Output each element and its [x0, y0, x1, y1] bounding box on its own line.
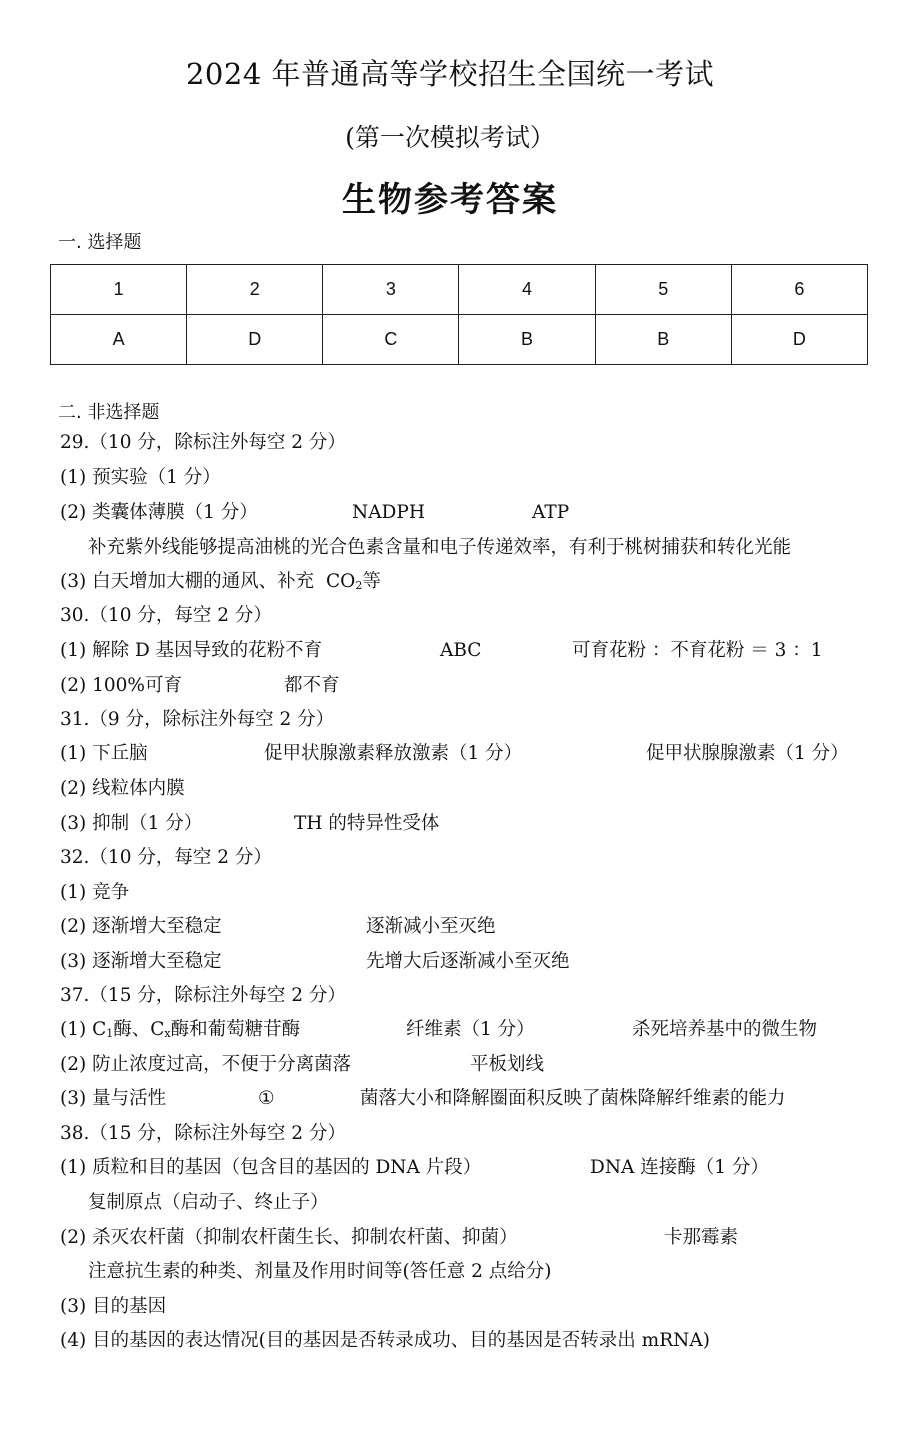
answer-text: 杀死培养基中的微生物 [632, 1019, 818, 1040]
section-label-choice: 一. 选择题 [58, 232, 142, 253]
answer-cell: B [459, 315, 595, 365]
answer-text: (3) 量与活性 [60, 1088, 167, 1109]
subscript: 2 [355, 579, 363, 592]
answer-text: 促甲状腺激素释放激素（1 分） [264, 743, 523, 764]
question-31-heading: 31.（9 分，除标注外每空 2 分） [60, 709, 335, 730]
answer-text: 先增大后逐渐减小至灭绝 [366, 951, 570, 972]
answer-cell: D [731, 315, 867, 365]
answer-text: 等 [362, 571, 381, 592]
answer-line [60, 1155, 880, 1181]
subscript: x [164, 1027, 171, 1040]
answer-text: (2) 防止浓度过高，不便于分离菌落 [60, 1054, 352, 1075]
answer-line [60, 638, 880, 664]
answer-text: (2) 逐渐增大至稳定 [60, 916, 222, 937]
question-32-heading: 32.（10 分，每空 2 分） [60, 847, 272, 868]
page-subtitle: (第一次模拟考试） [345, 123, 555, 152]
answer-cell: A [51, 315, 187, 365]
answer-text: (2) 类囊体薄膜（1 分） [60, 502, 258, 523]
answer-line [60, 1017, 880, 1043]
answer-line [60, 811, 880, 837]
answer-text: (3) 抑制（1 分） [60, 813, 203, 834]
answer-line: 补充紫外线能够提高油桃的光合色素含量和电子传递效率，有利于桃树捕获和转化光能 [88, 537, 792, 558]
answer-line: (2) 线粒体内膜 [60, 778, 185, 799]
question-number: 1 [51, 265, 187, 315]
answer-cell: D [187, 315, 323, 365]
question-29-heading: 29.（10 分，除标注外每空 2 分） [60, 432, 346, 453]
answer-line [60, 1086, 880, 1112]
answer-line [60, 949, 880, 975]
question-30-heading: 30.（10 分，每空 2 分） [60, 605, 272, 626]
answer-text: (1) 质粒和目的基因（包含目的基因的 DNA 片段） [60, 1157, 482, 1178]
answer-text: 促甲状腺腺激素（1 分） [646, 743, 849, 764]
question-number: 4 [459, 265, 595, 315]
answer-text: 卡那霉素 [664, 1227, 739, 1248]
answer-text: NADPH [352, 502, 425, 523]
answer-text: (2) 100%可育 [60, 675, 182, 696]
question-number: 3 [323, 265, 459, 315]
answer-line [60, 673, 880, 699]
answer-line: 复制原点（启动子、终止子） [88, 1192, 329, 1213]
answer-line: (4) 目的基因的表达情况(目的基因是否转录成功、目的基因是否转录出 mRNA) [60, 1330, 710, 1351]
answer-text: 纤维素（1 分） [406, 1019, 535, 1040]
section-label-nonchoice: 二. 非选择题 [58, 402, 160, 423]
subscript: 1 [106, 1027, 114, 1040]
answer-line [60, 569, 880, 595]
answer-text: (2) 杀灭农杆菌（抑制农杆菌生长、抑制农杆菌、抑菌） [60, 1227, 518, 1248]
answer-text: 平板划线 [470, 1054, 545, 1075]
answer-text: 菌落大小和降解圈面积反映了菌株降解纤维素的能力 [360, 1088, 786, 1109]
answer-cell: C [323, 315, 459, 365]
answer-cell: B [595, 315, 731, 365]
answer-text: ① [258, 1088, 275, 1109]
question-38-heading: 38.（15 分，除标注外每空 2 分） [60, 1123, 346, 1144]
question-number: 2 [187, 265, 323, 315]
answer-line [60, 741, 880, 767]
answer-text: CO [325, 571, 356, 592]
answer-text: 都不育 [284, 675, 340, 696]
answer-text: (3) 白天增加大棚的通风、补充 [60, 571, 315, 592]
answer-line [60, 1225, 880, 1251]
answer-text: ABC [440, 640, 482, 661]
answer-line [60, 500, 880, 526]
answer-line: (1) 竞争 [60, 882, 130, 903]
question-37-heading: 37.（15 分，除标注外每空 2 分） [60, 985, 346, 1006]
answer-text: (1) 解除 D 基因导致的花粉不育 [60, 640, 323, 661]
page-heading: 生物参考答案 [342, 180, 558, 220]
answer-text: TH 的特异性受体 [294, 813, 440, 834]
answer-line [60, 914, 880, 940]
answer-text: (3) 逐渐增大至稳定 [60, 951, 222, 972]
answer-text: ATP [532, 502, 570, 523]
answer-line [60, 1052, 880, 1078]
answer-text: DNA 连接酶（1 分） [590, 1157, 769, 1178]
answer-text: (1) 下丘脑 [60, 743, 148, 764]
page-title: 2024 年普通高等学校招生全国统一考试 [185, 57, 715, 91]
answer-line: (3) 目的基因 [60, 1296, 167, 1317]
question-number: 5 [595, 265, 731, 315]
answer-text: 逐渐减小至灭绝 [366, 916, 496, 937]
answer-text: 可育花粉 ：不育花粉 ＝ 3 ：1 [572, 640, 823, 661]
answer-line: (1) 预实验（1 分） [60, 467, 221, 488]
question-number: 6 [731, 265, 867, 315]
answer-line: 注意抗生素的种类、剂量及作用时间等(答任意 2 点给分) [88, 1261, 552, 1282]
answer-text: (1) $C_1$酶、$C_x$酶和葡萄糖苷酶 [60, 1019, 301, 1040]
